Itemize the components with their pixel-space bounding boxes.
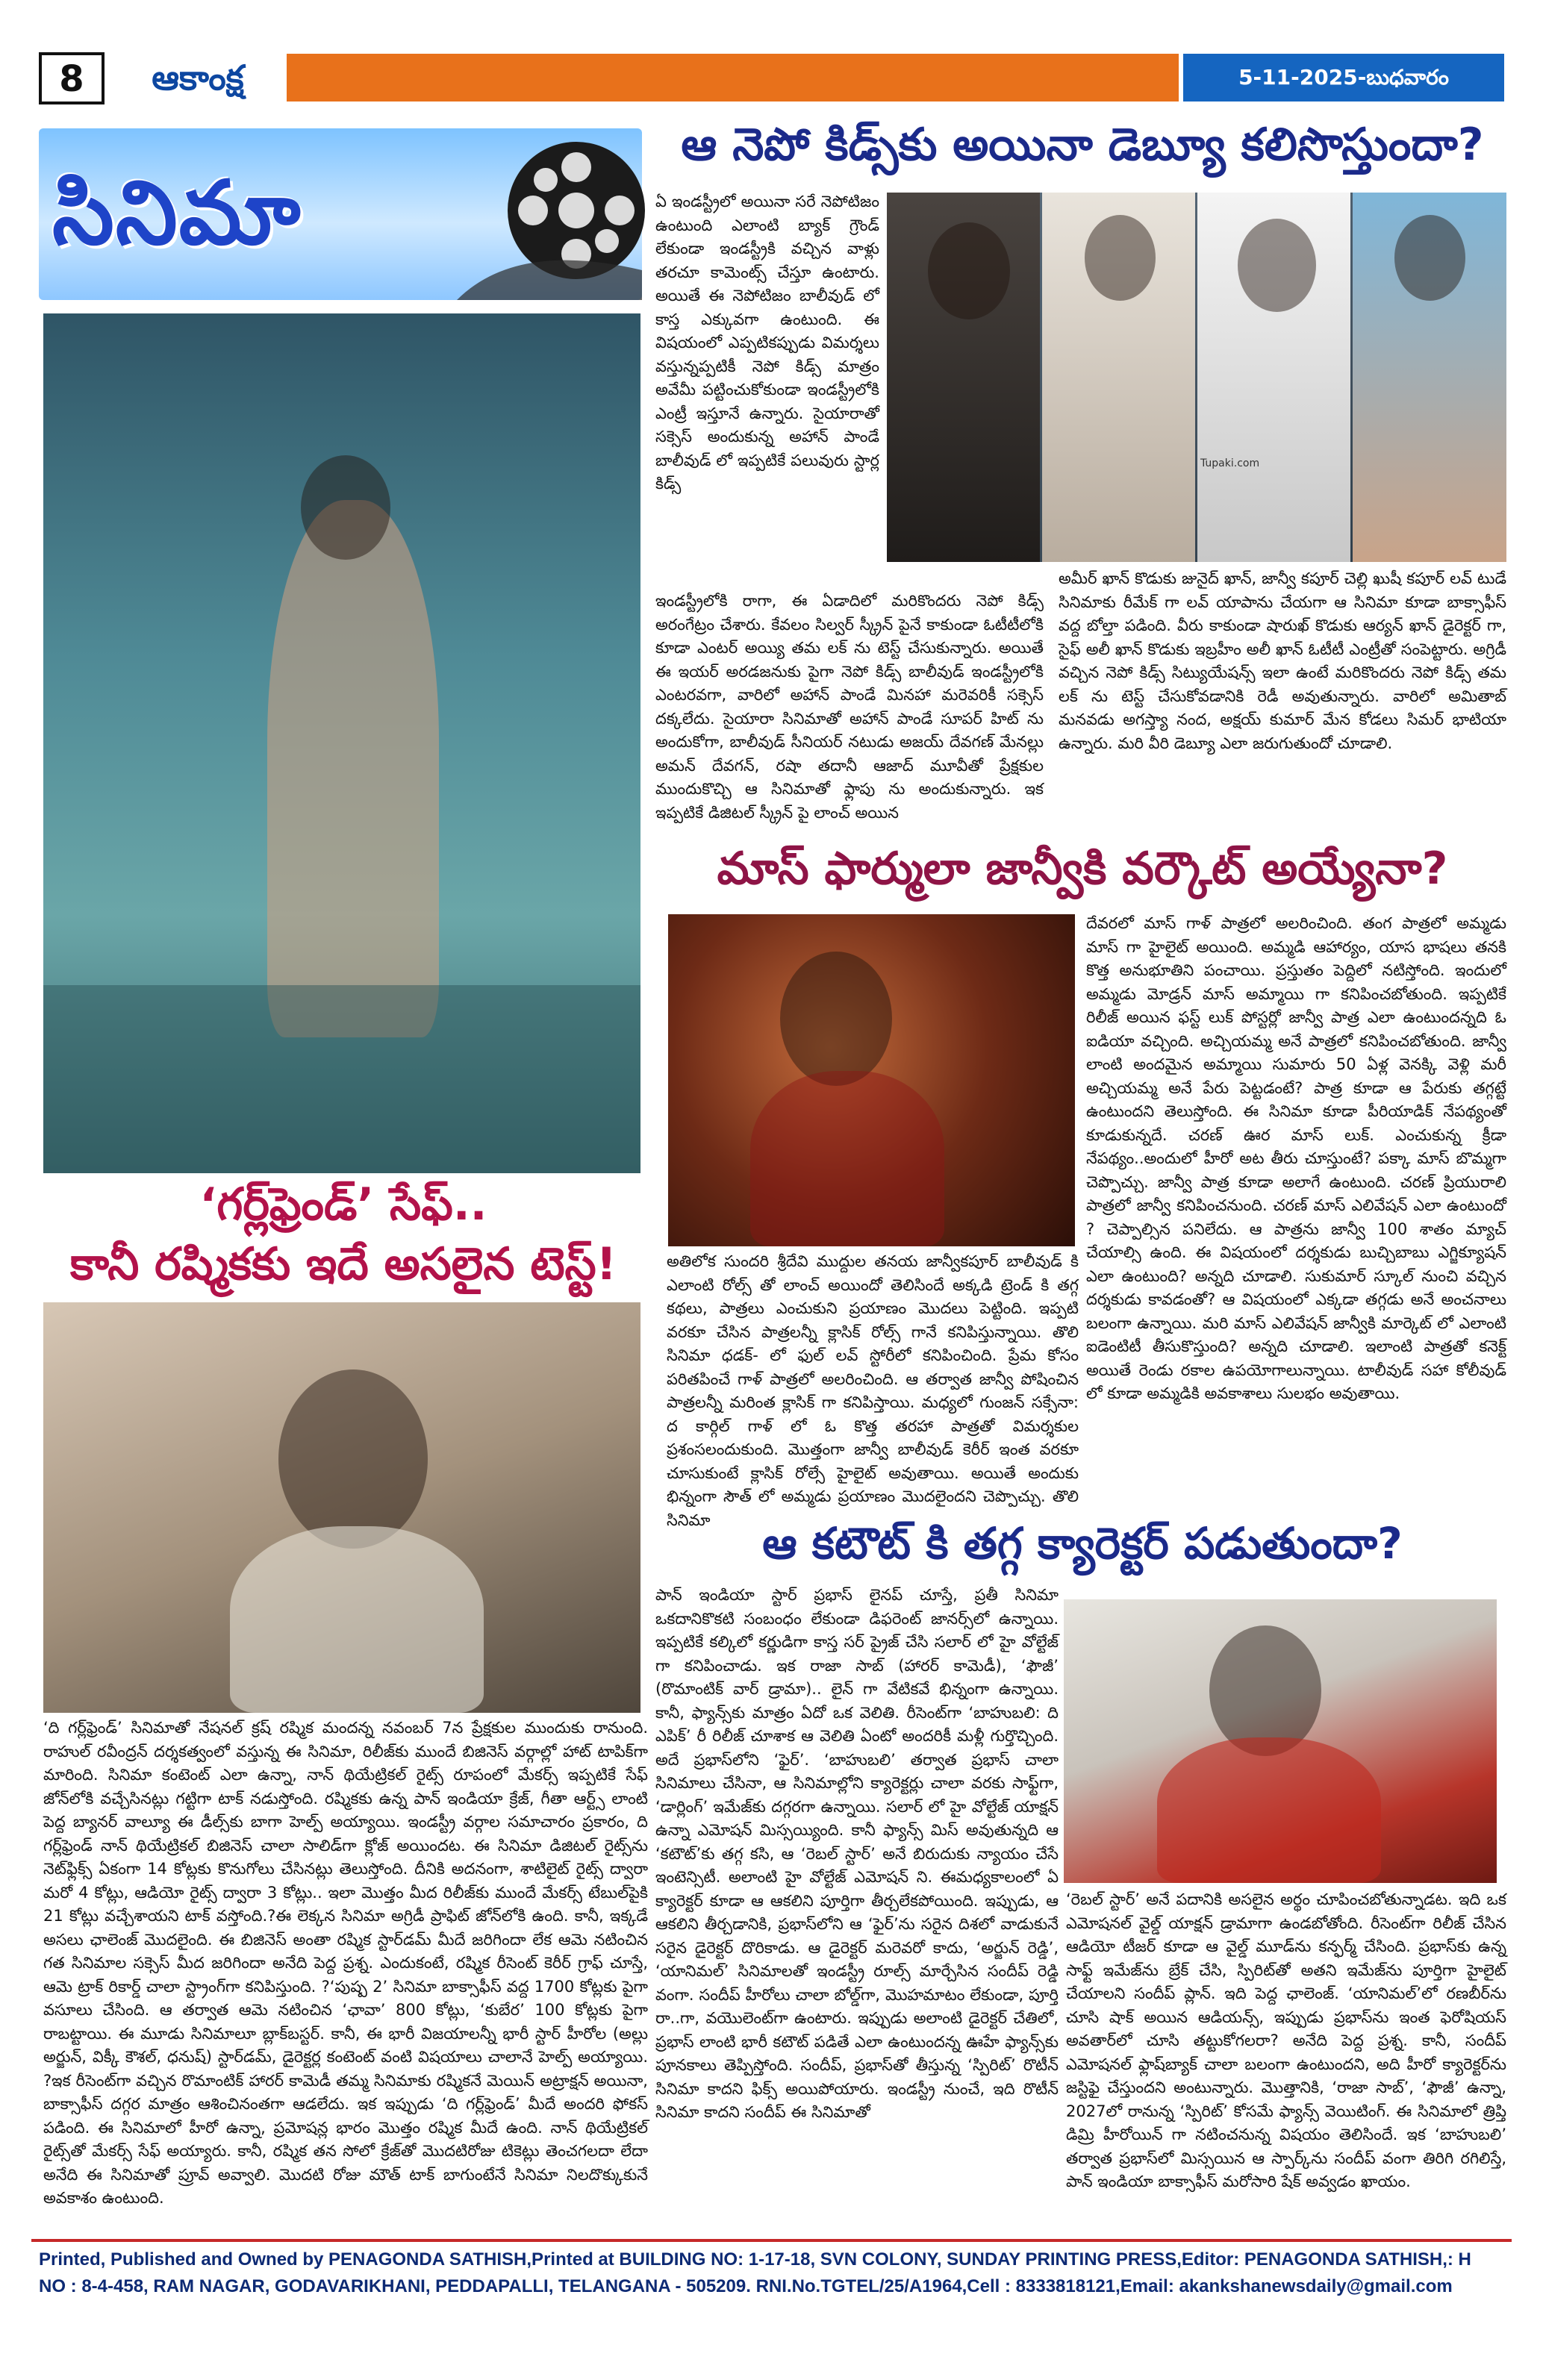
cutout-article-col-left: పాన్ ఇండియా స్టార్ ప్రభాస్ లైనప్ చూస్తే, ప్రతీ సినిమా ఒకదానికొకటి సంబంధం లేకుండా డిఫరెంట్ జానర్స్‌లో ఉన్నాయి. ఇప్పటికే కల్కిలో కర్ణుడిగా కాస్త సర్ ప్రైజ్ చేసి సలార్ లో హై వోల్టేజ్ గా కనిపించాడు. ఇక రాజా సాబ్ (హారర్ కామెడీ), ‘ఫౌజీ’ (రొమాంటిక్ వార్ డ్రామా).. లైన్ గా వేటికవే భిన్నంగా ఉన్నాయి. కానీ, ఫ్యాన్స్‌కు మాత్రం ఏదో ఒక వెలితి. రీసెంట్‌గా ‘బాహుబలి: ది ఎపిక్’ రీ రిలీజ్ చూశాక ఆ వెలితి ఏంటో అందరికీ మళ్లీ గుర్తొచ్చింది. అదే ప్రభాస్‌లోని ‘ఫైర్’. ‘బాహుబలి’ తర్వాత ప్రభాస్ చాలా సినిమాలు చేసినా, ఆ సినిమాల్లోని క్యారెక్టర్లు చాలా వరకు సాఫ్ట్‌గా, ‘డార్లింగ్’ ఇమేజ్‌కు దగ్గరగా ఉన్నాయి. సలార్ లో హై వోల్టేజ్ యాక్షన్ ఉన్నా ఎమోషన్ మిస్సయ్యింది. కానీ ఫ్యాన్స్ మిస్ అవుతున్నది ఆ ‘కటౌట్‌’కు తగ్గ కసి, ఆ ‘రెబల్ స్టార్’ అనే బిరుదుకు న్యాయం చేసే ఇంటెన్సిటీ. అలాంటి హై వోల్టేజ్ ఎమోషన్ ని. ఈమధ్యకాలంలో ఏ క్యారెక్టర్ కూడా ఆ ఆకలిని పూర్తిగా తీర్చలేకపోయింది. ఇప్పుడు, ఆ ఆకలిని తీర్చడానికి, ప్రభాస్‌లోని ఆ ‘ఫైర్’ను సరైన దిశలో వాడుకునే సరైన డైరెక్టర్ దొరికాడు. ఆ డైరెక్టర్ మరెవరో కాదు, ‘అర్జున్ రెడ్డి’, ‘యానిమల్’ సినిమాలతో ఇండస్ట్రీ రూల్స్ మార్చేసిన సందీప్ రెడ్డి వంగా. సందీప్ హీరోలు చాలా బోల్డ్‌గా, మొహమాటం లేకుండా, పూర్తి రా..గా, వయొలెంట్‌గా ఉంటారు. ఇప్పుడు అలాంటి డైరెక్టర్ చేతిలో, ప్రభాస్ లాంటి భారీ కటౌట్ పడితే ఎలా ఉంటుందన్న ఊహే ఫ్యాన్స్‌కు పూనకాలు తెప్పిస్తోంది. సందీప్, ప్రభాస్‌తో తీస్తున్న ‘స్పిరిట్’ రొటీన్ సినిమా కాదని ఫిక్స్ అయిపోయారు. ఇండస్ట్రీ నుంచే, ఇది రొటీన్ సినిమా కాదని సందీప్ ఈ సినిమాతో xyxy=(655,1586,1059,2121)
girlfriend-article-body: ‘ది గర్ల్‌ఫ్రెండ్’ సినిమాతో నేషనల్ క్రష్ రష్మిక మందన్న నవంబర్ 7న ప్రేక్షకుల ముందుకు రానుంది. రాహుల్ రవీంద్రన్ దర్శకత్వంలో వస్తున్న ఈ సినిమా, రిలీజ్‌కు ముందే బిజినెస్ వర్గాల్లో హాట్ టాపిక్‌గా మారింది. సినిమా కంటెంట్ ఎలా ఉన్నా, నాన్ థియేట్రికల్ రైట్స్ రూపంలో మేకర్స్ ఇప్పటికే సేఫ్ జోన్‌లోకి వచ్చేసినట్లు గట్టిగా టాక్ నడుస్తోంది. రష్మికకు ఉన్న పాన్ ఇండియా క్రేజ్, గీతా ఆర్ట్స్ లాంటి పెద్ద బ్యానర్ వాల్యూ ఈ డీల్స్‌కు బాగా హెల్ప్ అయ్యాయి. ఇండస్ట్రీ వర్గాల సమాచారం ప్రకారం, ది గర్ల్‌ఫ్రెండ్ నాన్ థియేట్రికల్ బిజినెస్ చాలా సాలిడ్‌గా క్లోజ్ అయిందట. ఈ సినిమా డిజిటల్ రైట్స్‌ను నెట్‌ఫ్లిక్స్ ఏకంగా 14 కోట్లకు కొనుగోలు చేసినట్లు తెలుస్తోంది. దీనికి అదనంగా, శాటిలైట్ రైట్స్ ద్వారా మరో 4 కోట్లు, ఆడియో రైట్స్ ద్వారా 3 కోట్లు.. ఇలా మొత్తం మీద రిలీజ్‌కు ముందే మేకర్స్ టేబుల్‌పైకి 21 కోట్లు వచ్చేశాయని టాక్ వస్తోంది.?ఈ లెక్కన సినిమా అగ్రిడీ ప్రాఫిట్ జోన్‌లోకి ఉంది. కానీ, ఇక్కడే అసలు ఛాలెంజ్ మొదలైంది. ఈ బిజినెస్ అంతా రష్మిక స్టార్‌డమ్ మీదే జరిగిందా లేక ఆమె నటించిన గత సినిమాల సక్సెస్ మీద జరిగిందా అనేది పెద్ద ప్రశ్న. ఎందుకంటే, రష్మిక రీసెంట్ కెరీర్ గ్రాఫ్ చూస్తే, ఆమె ట్రాక్ రికార్డ్ చాలా స్ట్రాంగ్‌గా కనిపిస్తుంది. ?‘పుష్ప 2’ సినిమా బాక్సాఫీస్ వద్ద 1700 కోట్లకు పైగా వసూలు చేసింది. ఆ తర్వాత ఆమె నటించిన ‘ఛావా’ 800 కోట్లు, ‘కుబేర’ 100 కోట్లకు పైగా రాబట్టాయి. ఈ మూడు సినిమాలూ బ్లాక్‌బస్టర్. కానీ, ఈ భారీ విజయాలన్నీ భారీ స్టార్ హీరోల (అల్లు అర్జున్, విక్కీ కౌశల్, ధనుష్) స్టార్‌డమ్, డైరెక్టర్ల కంటెంట్ వంటి విషయాలు చాలానే హెల్ప్ అయ్యాయి. ?ఇక రీసెంట్‌గా వచ్చిన రొమాంటిక్ హారర్ కామెడీ తమ్మ సినిమాకు రష్మికనే మెయిన్ అట్రాక్షన్ అయినా, బాక్సాఫీస్ దగ్గర మాత్రం ఆశించినంతగా ఆడలేదు. ఇక ఇప్పుడు ‘ది గర్ల్‌ఫ్రెండ్’ మీదే అందరి ఫోకస్ పడింది. ఈ సినిమాలో హీరో ఉన్నా, ప్రమోషన్ల భారం మొత్తం రష్మిక మీదే ఉంది. నాన్ థియేట్రికల్ రైట్స్‌తో మేకర్స్ సేఫ్ అయ్యారు. కానీ, రష్మిక తన సోలో క్రేజ్‌తో మొదటిరోజు టికెట్లు తెంచగలదా లేదా అనేది ఈ సినిమాతో ప్రూవ్ అవ్వాలి. మొదటి రోజు మౌత్ టాక్ బాగుంటేనే సినిమా నిలదొక్కుకునే అవకాశం ఉంటుంది. xyxy=(43,1719,648,2207)
nepo-article-col3: అమీర్ ఖాన్ కొడుకు జునైద్ ఖాన్, జాన్వీ కపూర్ చెల్లి ఖుషీ కపూర్ లవ్ టుడే సినిమాకు రీమేక్ గా లవ్ యాపాను చేయగా ఆ సినిమా కూడా బాక్సాఫీస్ వద్ద బోల్తా పడింది. వీరు కాకుండా షారుఖ్ కొడుకు ఆర్యన్ ఖాన్ డైరెక్టర్ గా, సైఫ్ అలీ ఖాన్ కొడుకు ఇబ్రహీం అలీ ఖాన్ ఓటీటీ ఎంట్రీతో సంపెట్టారు. అగ్రిడీ వచ్చిన నెపో కిడ్స్ సిట్యుయేషన్స్ ఇలా ఉంటే మరికొందరు నెపో కిడ్స్ తమ లక్ ను టెస్ట్ చేసుకోవడానికి రెడీ అవుతున్నారు. వారిలో అమితాబ్ మనవడు అగస్త్యా నంద, అక్షయ్ కుమార్ మేన కోడలు సిమర్ భాటియా ఉన్నారు. మరి వీరి డెబ్యూ ఎలా జరుగుతుందో చూడాలి. xyxy=(1059,569,1506,752)
nepo-article-col1: ఏ ఇండస్ట్రీలో అయినా సరే నెపోటిజం ఉంటుంది ఎలాంటి బ్యాక్ గ్రౌండ్ లేకుండా ఇండస్ట్రీకి వచ్చిన వాళ్లు తరచూ కామెంట్స్ చేస్తూ ఉంటారు. అయితే ఈ నెపోటిజం బాలీవుడ్ లో కాస్త ఎక్కువగా ఉంటుంది. ఈ విషయంలో ఎప్పటికప్పుడు విమర్శలు వస్తున్నప్పటికీ నెపో కిడ్స్ మాత్రం అవేమీ పట్టించుకోకుండా ఇండస్ట్రీలోకి ఎంట్రీ ఇస్తూనే ఉన్నారు. సైయారాతో సక్సెస్ అందుకున్న అహాన్ పాండే బాలీవుడ్ లో ఇప్పటికే పలువురు స్టార్ల కిడ్స్ xyxy=(655,193,879,493)
headline-girlfriend-safe: ‘గర్ల్‌ఫ్రెండ్’ సేఫ్.. xyxy=(199,1178,487,1231)
nepo-kids-photo-collage xyxy=(887,193,1506,562)
rashmika-photo xyxy=(43,1302,640,1713)
mass-article-col-left: అతిలోక సుందరి శ్రీదేవి ముద్దుల తనయ జాన్వీకపూర్ బాలీవుడ్ కి ఎలాంటి రోల్స్ తో లాంచ్ అయిందో తెలిసిందే అక్కడి ట్రెండ్ కి తగ్గ కథలు, పాత్రలు ఎంచుకుని ప్రయాణం మొదలు పెట్టింది. ఇప్పటి వరకూ చేసిన పాత్రలన్నీ క్లాసిక్ రోల్స్ గానే కనిపిస్తున్నాయి. తొలి సినిమా ధడక్- లో ఫుల్ లవ్ స్టోరీలో కనిపించింది. ప్రేమ కోసం పరితపించే గాళ్ పాత్రలో అలరించింది. ఆ తర్వాత జాన్వీ పోషించిన పాత్రలన్నీ మరింత క్లాసిక్ గా కనిపిస్తాయి. మధ్యలో గుంజన్ సక్సేనా: ద కార్గిల్ గాళ్ లో ఓ కొత్త తరహా పాత్రతో విమర్శకుల ప్రశంసలందుకుంది. మొత్తంగా జాన్వీ బాలీవుడ్ కెరీర్ ఇంత వరకూ చూసుకుంటే క్లాసిక్ రోల్సే హైలైట్ అవుతాయి. అయితే అందుకు భిన్నంగా సౌత్ లో అమ్మడు ప్రయాణం మొదలైందని చెప్పొచ్చు. తొలి సినిమా xyxy=(667,1252,1079,1529)
cutout-article-col-right: ‘రెబల్ స్టార్’ అనే పదానికి అసలైన అర్థం చూపించబోతున్నాడట. ఇది ఒక ఎమోషనల్ వైల్డ్ యాక్షన్ డ్రామాగా ఉండబోతోంది. రీసెంట్‌గా రిలీజ్ చేసిన ఆడియో టీజర్ కూడా ఆ వైల్డ్ మూడ్‌ను కన్ఫర్మ్ చేసింది. ప్రభాస్‌కు ఉన్న సాఫ్ట్ ఇమేజ్‌ను బ్రేక్ చేసి, స్పిరిట్‌తో అతని ఇమేజ్‌ను పూర్తిగా హైలైట్ చేయాలని సందీప్ ప్లాన్. ఇది పెద్ద ఛాలెంజ్. ‘యానిమల్’లో రణబీర్‌ను చూసి షాక్ అయిన ఆడియన్స్, ఇప్పుడు ప్రభాస్‌ను ఇంత ఫెరోషియస్ అవతార్‌లో చూసి తట్టుకోగలరా? అనేది పెద్ద ప్రశ్న. కానీ, సందీప్ ఎమోషనల్ ఫ్లాష్‌బ్యాక్ చాలా బలంగా ఉంటుందని, అది హీరో క్యారెక్టర్‌ను జస్టిఫై చేస్తుందని అంటున్నారు. మొత్తానికి, ‘రాజా సాబ్’, ‘ఫౌజీ’ ఉన్నా, 2027లో రానున్న ‘స్పిరిట్’ కోసమే ఫ్యాన్స్ వెయిటింగ్. ఈ సినిమాలో త్రిప్తి డిమ్రి హీరోయిన్ గా నటించనున్న విషయం తెలిసిందే. ఇక ‘బాహుబలి’ తర్వాత ప్రభాస్‌లో మిస్సయిన ఆ స్పార్క్‌ను సందీప్ వంగా తిరిగి రగిలిస్తే, పాన్ ఇండియా బాక్సాఫీస్ మరోసారి షేక్ అవ్వడం ఖాయం. xyxy=(1066,1890,1506,2190)
headline-mass-formula: మాస్ ఫార్ములా జాన్వీకి వర్కౌట్ అయ్యేనా? xyxy=(717,843,1448,895)
footer-rule xyxy=(31,2239,1512,2242)
nepo-article-col2: ఇండస్ట్రీలోకి రాగా, ఈ ఏడాదిలో మరికొందరు నెపో కిడ్స్ అరంగేట్రం చేశారు. కేవలం సిల్వర్ స్క్రీన్ పైనే కాకుండా ఓటీటీలోకి కూడా ఎంటర్ అయ్యి తమ లక్ ను టెస్ట్ చేసుకున్నారు. అయితే ఈ ఇయర్ అరడజనుకు పైగా నెపో కిడ్స్ బాలీవుడ్ ఇండస్ట్రీలోకి ఎంటరవగా, వారిలో అహాన్ పాండే మినహా మరెవరికీ సక్సెస్ దక్కలేదు. సైయారా సినిమాతో అహాన్ పాండే సూపర్ హిట్ ను అందుకోగా, బాలీవుడ్ సీనియర్ నటుడు అజయ్ దేవగణ్ మేనల్లు అమన్ దేవగన్, రషా తదానీ ఆజాద్ మూవీతో ప్రేక్షకుల ముందుకొచ్చి ఆ సినిమాతో ఫ్లాపు ను అందుకున్నారు. ఇక ఇప్పటికే డిజిటల్ స్క్రీన్ పై లాంచ్ అయిన xyxy=(655,592,1044,822)
mass-article-col-right: దేవరలో మాస్ గాళ్ పాత్రలో అలరించింది. తంగ పాత్రలో అమ్మడు మాస్ గా హైలైట్ అయింది. అమ్మడి ఆహార్యం, యాస భాషలు తనకి కొత్త అనుభూతిని పంచాయి. ప్రస్తుతం పెద్దిలో నటిస్తోంది. ఇందులో అమ్మడు మోడ్రన్ మాస్ అమ్మాయి గా కనిపించబోతుంది. ఇప్పటికే రిలీజ్ అయిన ఫస్ట్ లుక్ పోస్టర్లో జాన్వీ పాత్ర ఎలా ఉంటుందన్నది ఓ ఐడియా వచ్చింది. అచ్చియమ్మ అనే పాత్రలో కనిపించబోతుంది. జాన్వీ లాంటి అందమైన అమ్మాయి సుమారు 50 ఏళ్ల వెనక్కి వెళ్లి మరీ అచ్చియమ్మ అనే పేరు పెట్టడంటే? పాత్ర కూడా ఆ పేరుకు తగ్గట్టే ఉంటుందని తెలుస్తోంది. ఈ సినిమా కూడా పీరియాడిక్ నేపథ్యంతో కూడుకున్నదే. చరణ్ ఊర మాస్ లుక్. ఎంచుకున్న క్రీడా నేపథ్యం..అందులో హీరో అట తీరు చూస్తుంటే? పక్కా మాస్ బొమ్మగా చెప్పొచ్చు. జాన్వీ పాత్ర కూడా అలాగే ఉంటుంది. చరణ్ ప్రియురాలి పాత్రలో జాన్వీ కనిపించనుంది. చరణ్ మాస్ ఎలివేషన్ ఎలా ఉంటుందో ? చెప్పాల్సిన పనిలేదు. ఆ పాత్రను జాన్వీ 100 శాతం మ్యాచ్ చేయాల్సి ఉంది. ఈ విషయంలో దర్శకుడు బుచ్చిబాబు ఎగ్జిక్యూషన్ ఎలా ఉంటుంది? అన్నది చూడాలి. సుకుమార్ స్కూల్ నుంచి వచ్చిన దర్శకుడు కావడంతో? ఆ విషయంలో ఎక్కడా తగ్గడు అనే అంచనాలు బలంగా ఉన్నాయి. మరి మాస్ ఎలివేషన్ జాన్వీకి మార్కెట్ లో ఎలాంటి ఐడెంటిటీ తీసుకొస్తుంది? అన్నది చూడాలి. ఇలాంటి పాత్రతో కనెక్ట్ అయితే రెండు రకాల ఉపయోగాలున్నాయి. టాలీవుడ్ సహా కోలీవుడ్ లో కూడా అమ్మడికి అవకాశాలు సులభం అవుతాయి. xyxy=(1086,914,1506,1402)
photo-credit: Tupaki.com xyxy=(1200,457,1260,469)
page-number: 8 xyxy=(39,52,105,104)
headline-rashmika-test: కానీ రష్మికకు ఇదే అసలైన టెస్ట్! xyxy=(69,1238,617,1290)
edition-date: 5-11-2025-బుధవారం xyxy=(1183,54,1504,101)
printer-imprint: Printed, Published and Owned by PENAGONDA SATHISH,Printed at BUILDING NO: 1-17-18, SVN COLONY, SUNDAY PRINTING PRESS,Editor: PENAGONDA SATHISH,: H NO : 8-4-458, RAM NAGAR, GODAVARIKHANI, PEDDAPALLI, TELANGANA - 505209. RNI.No.TGTEL/25/A1964,Cell : 8333818121,Email: akankshanewsdaily@gmail.com xyxy=(39,2249,1471,2296)
janhvi-mic-photo xyxy=(668,914,1075,1246)
headline-cutout-character: ఆ కటౌట్ కి తగ్గ క్యారెక్టర్ పడుతుందా? xyxy=(762,1518,1403,1569)
header-bar xyxy=(287,54,1179,101)
newspaper-logo: ఆకాంక్ష xyxy=(112,54,284,101)
headline-nepo-kids: ఆ నెపో కిడ్స్‌కు అయినా డెబ్యూ కలిసొస్తుందా? xyxy=(681,119,1484,171)
prabhas-photo xyxy=(1064,1599,1497,1883)
section-title: సినిమా xyxy=(52,161,302,264)
actress-water-photo xyxy=(43,313,640,1173)
